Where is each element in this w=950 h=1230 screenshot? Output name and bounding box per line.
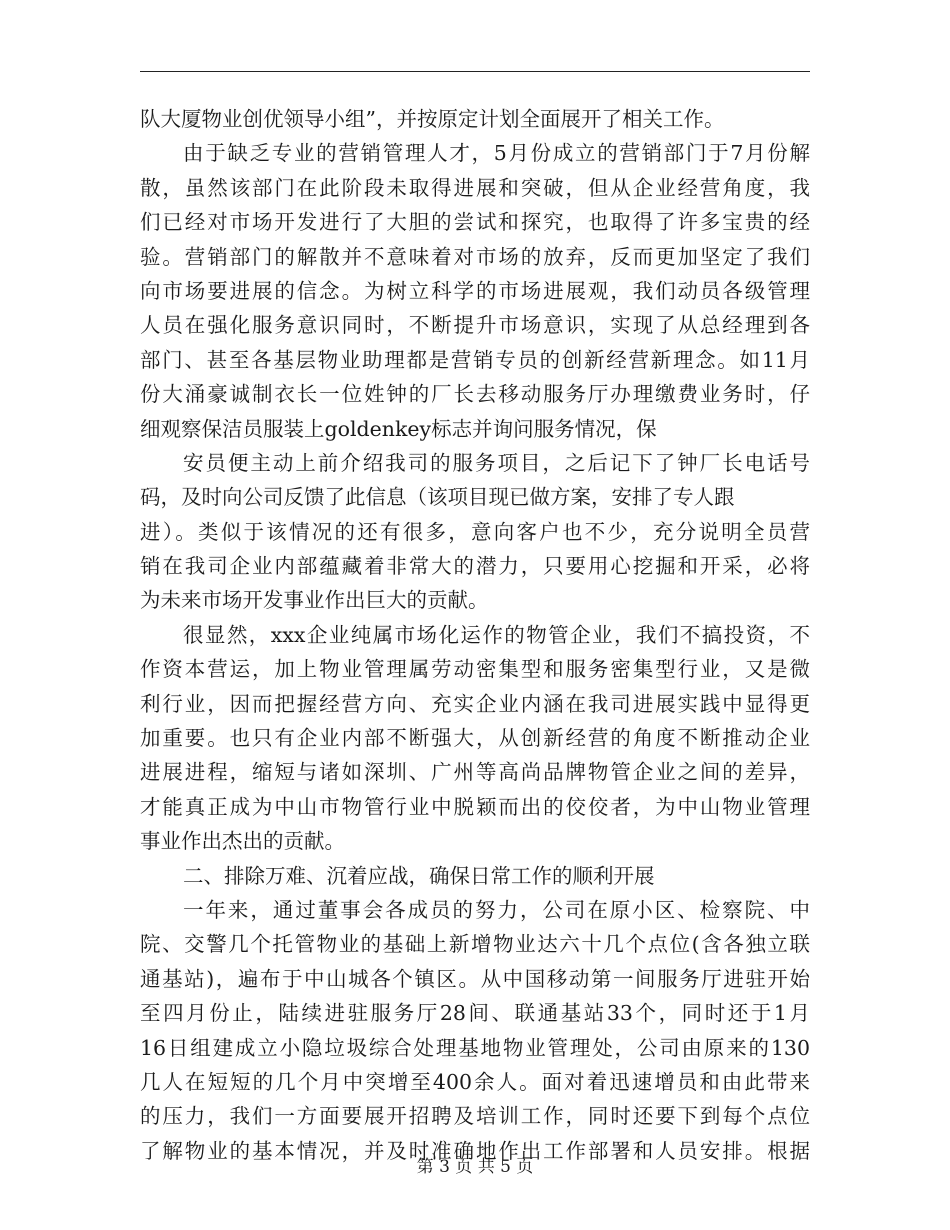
text-line: 销在我司企业内部蕴藏着非常大的潜力，只要用心挖掘和开采，必将	[140, 554, 810, 579]
text-line: 进展进程，缩短与诸如深圳、广州等高尚品牌物管企业之间的差异，	[140, 760, 810, 785]
text-line: 一年来，通过董事会各成员的努力，公司在原小区、检察院、中	[183, 897, 810, 922]
text-line: 为未来市场开发事业作出巨大的贡献。	[140, 588, 489, 613]
paragraph	[140, 446, 810, 618]
paragraph	[140, 893, 810, 1168]
text-line: 向市场要进展的信念。为树立科学的市场进展观，我们动员各级管理	[140, 278, 810, 303]
text-line: 作资本营运，加上物业管理属劳动密集型和服务密集型行业，又是微	[140, 657, 810, 682]
text-line: 很显然，xxx企业纯属市场化运作的物管企业，我们不搞投资，不	[183, 622, 810, 647]
paragraph	[140, 618, 810, 859]
text-line: 由于缺乏专业的营销管理人才，5月份成立的营销部门于7月份解	[183, 141, 810, 166]
text-line: 了解物业的基本情况，并及时准确地作出工作部署和人员安排。根据	[140, 1138, 810, 1163]
paragraph	[140, 102, 810, 136]
text-line: 码，及时向公司反馈了此信息（该项目现已做方案，安排了专人跟	[140, 485, 735, 510]
text-line: 人员在强化服务意识同时，不断提升市场意识，实现了从总经理到各	[140, 313, 810, 338]
text-line: 加重要。也只有企业内部不断强大，从创新经营的角度不断推动企业	[140, 726, 810, 751]
text-line: 几人在短短的几个月中突增至400余人。面对着迅速增员和由此带来	[140, 1069, 810, 1094]
text-line: 二、排除万难、沉着应战，确保日常工作的顺利开展	[183, 863, 655, 888]
text-line: 通基站)，遍布于中山城各个镇区。从中国移动第一间服务厅进驻开始	[140, 966, 810, 991]
page-number: 第 3 页 共 5 页	[416, 1157, 534, 1177]
header-rule	[140, 71, 810, 72]
text-line: 16日组建成立小隐垃圾综合处理基地物业管理处，公司由原来的130	[140, 1035, 810, 1060]
text-line: 散，虽然该部门在此阶段未取得进展和突破，但从企业经营角度，我	[140, 175, 810, 200]
text-line: 安员便主动上前介绍我司的服务项目，之后记下了钟厂长电话号	[183, 450, 810, 475]
text-line: 细观察保洁员服装上goldenkey标志并询问服务情况，保	[140, 416, 657, 441]
text-line: 事业作出杰出的贡献。	[140, 829, 345, 854]
document-body	[140, 102, 810, 1168]
text-line: 院、交警几个托管物业的基础上新增物业达六十几个点位(含各独立联	[140, 932, 810, 957]
text-line: 队大厦物业创优领导小组”，并按原定计划全面展开了相关工作。	[140, 107, 725, 131]
text-line: 们已经对市场开发进行了大胆的尝试和探究，也取得了许多宝贵的经	[140, 210, 810, 235]
text-line: 份大涌豪诚制衣长一位姓钟的厂长去移动服务厅办理缴费业务时，仔	[140, 382, 810, 407]
text-line: 部门、甚至各基层物业助理都是营销专员的创新经营新理念。如11月	[140, 347, 810, 372]
paragraph	[140, 859, 810, 893]
text-line: 才能真正成为中山市物管行业中脱颖而出的佼佼者，为中山物业管理	[140, 794, 810, 819]
text-line: 的压力，我们一方面要展开招聘及培训工作，同时还要下到每个点位	[140, 1104, 810, 1129]
text-line: 验。营销部门的解散并不意味着对市场的放弃，反而更加坚定了我们	[140, 244, 810, 269]
text-line: 进）。类似于该情况的还有很多，意向客户也不少，充分说明全员营	[140, 519, 810, 544]
paragraph	[140, 136, 810, 446]
text-line: 至四月份止，陆续进驻服务厅28间、联通基站33个，同时还于1月	[140, 1001, 810, 1026]
text-line: 利行业，因而把握经营方向、充实企业内涵在我司进展实践中显得更	[140, 691, 810, 716]
